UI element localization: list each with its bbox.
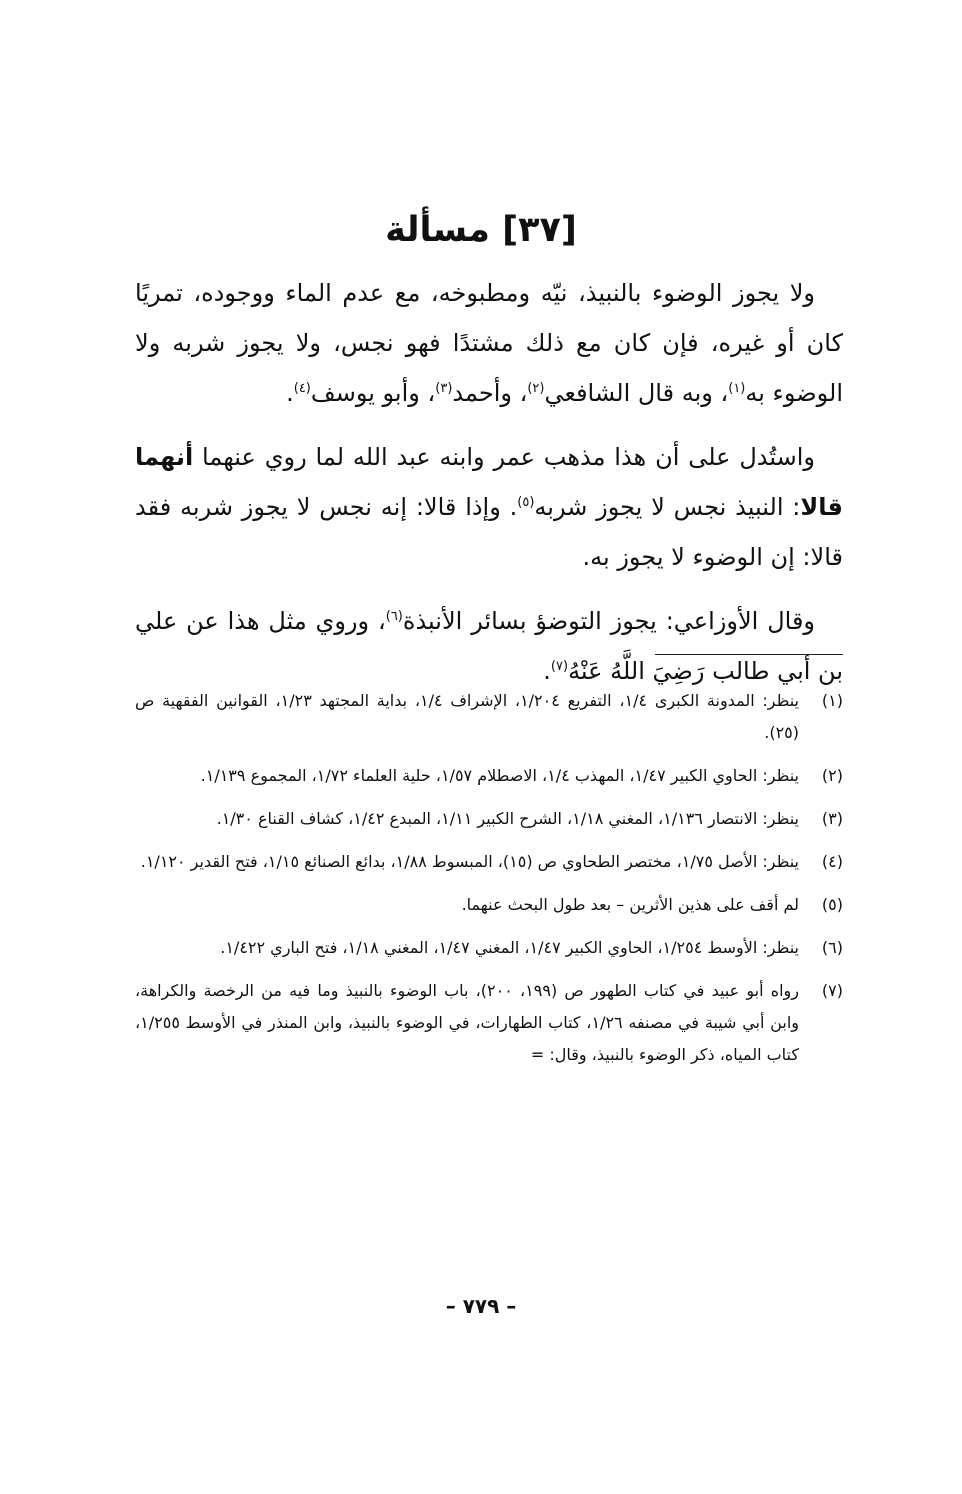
paragraph-1 [135,268,843,418]
footnote-number: (٣) [821,809,843,828]
page-number: – ٧٧٩ – [445,1294,517,1318]
paragraph-text: واستُدل على أن هذا مذهب عمر وابنه عبد الله لما روي عنهما [193,443,815,471]
paragraph-2 [135,432,843,582]
footnote-text: ينظر: المدونة الكبرى ١/٤، التفريع ١/٢٠٤، الإشراف ١/٤، بداية المجتهد ١/٢٣، القوانين الفقهية ص (٢٥). [135,691,800,742]
footnote-ref-3[interactable]: (٣) [435,381,453,396]
section-title: [٣٧] مسألة [385,210,577,250]
footnote-item [135,889,843,921]
footnote-ref-6[interactable]: (٦) [385,609,403,624]
footnote-text: رواه أبو عبيد في كتاب الطهور ص (١٩٩، ٢٠٠)، باب الوضوء بالنبيذ وما فيه من الرخصة والكراهة، وابن أبي شيبة في مصنفه ١/٢٦، كتاب الطهارات، في الوضوء بالنبيذ، وابن المنذر في الأوسط ١/٢٥٥، كتاب المياه، ذكر الوضوء بالنبيذ، وقال: = [135,981,799,1064]
footnote-item [135,803,843,835]
footnote-item [135,846,843,878]
bold-phrase: أنهما قالا [135,443,843,521]
footnote-item [135,760,843,792]
footnote-item [135,932,843,964]
footnote-number: (٧) [821,981,843,1000]
paragraph-text: ولا يجوز الوضوء بالنبيذ، نيّه ومطبوخه، مع عدم الماء ووجوده، تمريًا كان أو غيره، فإن كان مع ذلك مشتدًا فهو نجس، ولا يجوز شربه ولا الوضوء به [135,279,843,407]
paragraph-text: وقال الأوزاعي: يجوز التوضؤ بسائر الأنبذة [402,607,816,635]
paragraph-3 [135,596,843,696]
paragraph-text: . [286,379,294,407]
footnotes [135,685,843,1082]
footnote-text: ينظر: الأصل ١/٧٥، مختصر الطحاوي ص (١٥)، المبسوط ١/٨٨، بدائع الصنائع ١/١٥، فتح القدير ١/١٢٠. [140,852,799,871]
footnote-ref-4[interactable]: (٤) [293,381,311,396]
footnote-text: لم أقف على هذين الأثرين – بعد طول البحث عنهما. [461,895,799,914]
footnote-number: (٥) [821,895,843,914]
footnote-number: (٦) [821,938,843,957]
paragraph-text: ، وروي مثل هذا عن علي بن أبي طالب رَضِيَ اللَّهُ عَنْهُ [135,607,843,685]
footnote-number: (١) [821,691,843,710]
footnote-number: (٤) [821,852,843,871]
paragraph-text: ، وبه قال الشافعي [544,379,729,407]
paragraph-text: : النبيذ نجس لا يجوز شربه [534,493,801,521]
footnote-item [135,975,843,1071]
main-text [135,268,843,710]
footnote-number: (٢) [821,766,843,785]
footnote-text: ينظر: الانتصار ١/١٣٦، المغني ١/١٨، الشرح الكبير ١/١١، المبدع ١/٤٢، كشاف القناع ١/٣٠. [216,809,799,828]
footnote-text: ينظر: الأوسط ١/٢٥٤، الحاوي الكبير ١/٤٧، المغني ١/٤٧، المغني ١/١٨، فتح الباري ١/٤٢٢. [220,938,799,957]
footnote-ref-2[interactable]: (٢) [527,381,545,396]
footnote-ref-5[interactable]: (٥) [517,495,535,510]
paragraph-text: . وإذا قالا: إنه نجس لا يجوز شربه فقد قالا: إن الوضوء لا يجوز به. [135,493,843,571]
paragraph-text: . [543,657,551,685]
footnote-item [135,685,843,749]
footnote-separator [655,654,843,655]
paragraph-text: ، وأبو يوسف [310,379,436,407]
footnote-text: ينظر: الحاوي الكبير ١/٤٧، المهذب ١/٤، الاصطلام ١/٥٧، حلية العلماء ١/٧٢، المجموع ١/١٣٩. [200,766,799,785]
footnote-ref-7[interactable]: (٧) [550,659,569,674]
paragraph-text: ، وأحمد [452,379,528,407]
footnote-ref-1[interactable]: (١) [728,381,746,396]
